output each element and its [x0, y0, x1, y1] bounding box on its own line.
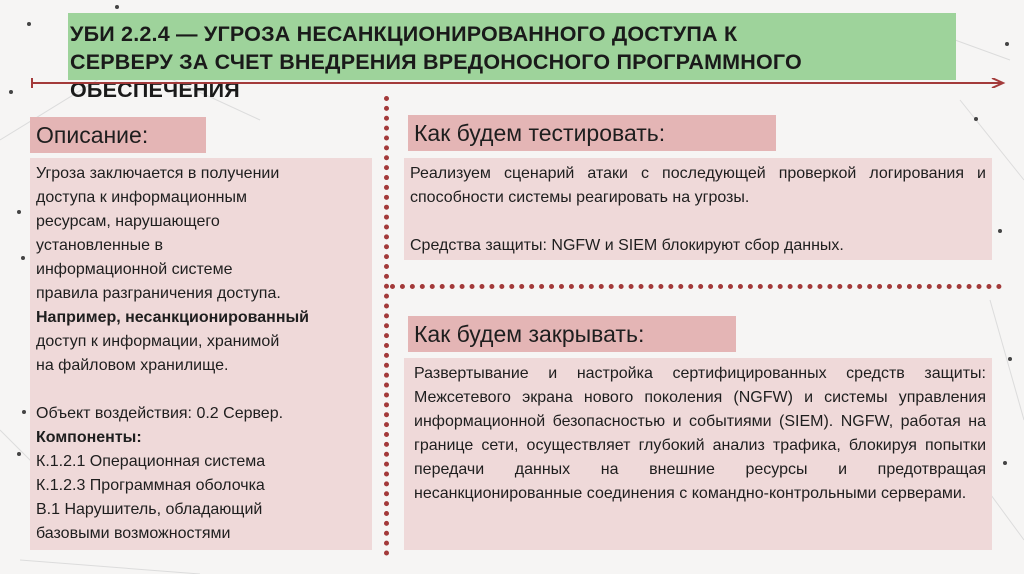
example-line: на файловом хранилище. — [36, 357, 229, 374]
components-label: Компоненты: — [36, 429, 142, 446]
testing-box — [404, 158, 992, 260]
description-line: установленные в — [36, 237, 163, 254]
example-label: Например, несанкционированный — [36, 309, 309, 326]
impact-object: Объект воздействия: 0.2 Сервер. — [36, 405, 284, 422]
description-line: ресурсам, нарушающего — [36, 213, 220, 230]
testing-heading: Как будем тестировать: — [408, 115, 776, 151]
description-box — [30, 158, 372, 550]
description-line: доступа к информационным — [36, 189, 247, 206]
title-line-3: ОБЕСПЕЧЕНИЯ — [70, 78, 240, 102]
description-line: информационной системе — [36, 261, 233, 278]
component-item: В.1 Нарушитель, обладающий — [36, 501, 263, 518]
component-item: К.1.2.1 Операционная система — [36, 453, 266, 470]
title-underline-arrow — [30, 78, 1010, 88]
vertical-divider — [384, 96, 389, 556]
component-item: базовыми возможностями — [36, 525, 231, 542]
component-item: К.1.2.3 Программная оболочка — [36, 477, 265, 494]
closing-heading: Как будем закрывать: — [408, 316, 736, 352]
description-heading: Описание: — [30, 117, 206, 153]
page-title — [70, 20, 970, 104]
example-line: доступ к информации, хранимой — [36, 333, 280, 350]
description-line: Угроза заключается в получении — [36, 165, 280, 182]
closing-text: Развертывание и настройка сертифицированных средств защиты: Межсетевого экрана нового поколения (NGFW) и системы управления информационной безопасностью и событиями (SIEM). NGFW, работая на границе сети, осуществляет глубокий анализ трафика, блокируя попытки передачи данных на внешние ресурсы и предотвращая несанкционированные соединения с командно-контрольными серверами. — [414, 365, 986, 502]
horizontal-divider — [390, 284, 1002, 289]
title-line-2: СЕРВЕРУ ЗА СЧЕТ ВНЕДРЕНИЯ ВРЕДОНОСНОГО ПРОГРАММНОГО — [70, 50, 802, 74]
description-line: правила разграничения доступа. — [36, 285, 281, 302]
testing-tools: Средства защиты: NGFW и SIEM блокируют сбор данных. — [410, 237, 844, 254]
closing-box — [404, 358, 992, 550]
testing-text: Реализуем сценарий атаки с последующей проверкой логирования и способности системы реагировать на угрозы. — [410, 165, 986, 206]
title-line-1: УБИ 2.2.4 — УГРОЗА НЕСАНКЦИОНИРОВАННОГО ДОСТУПА К — [70, 22, 738, 46]
